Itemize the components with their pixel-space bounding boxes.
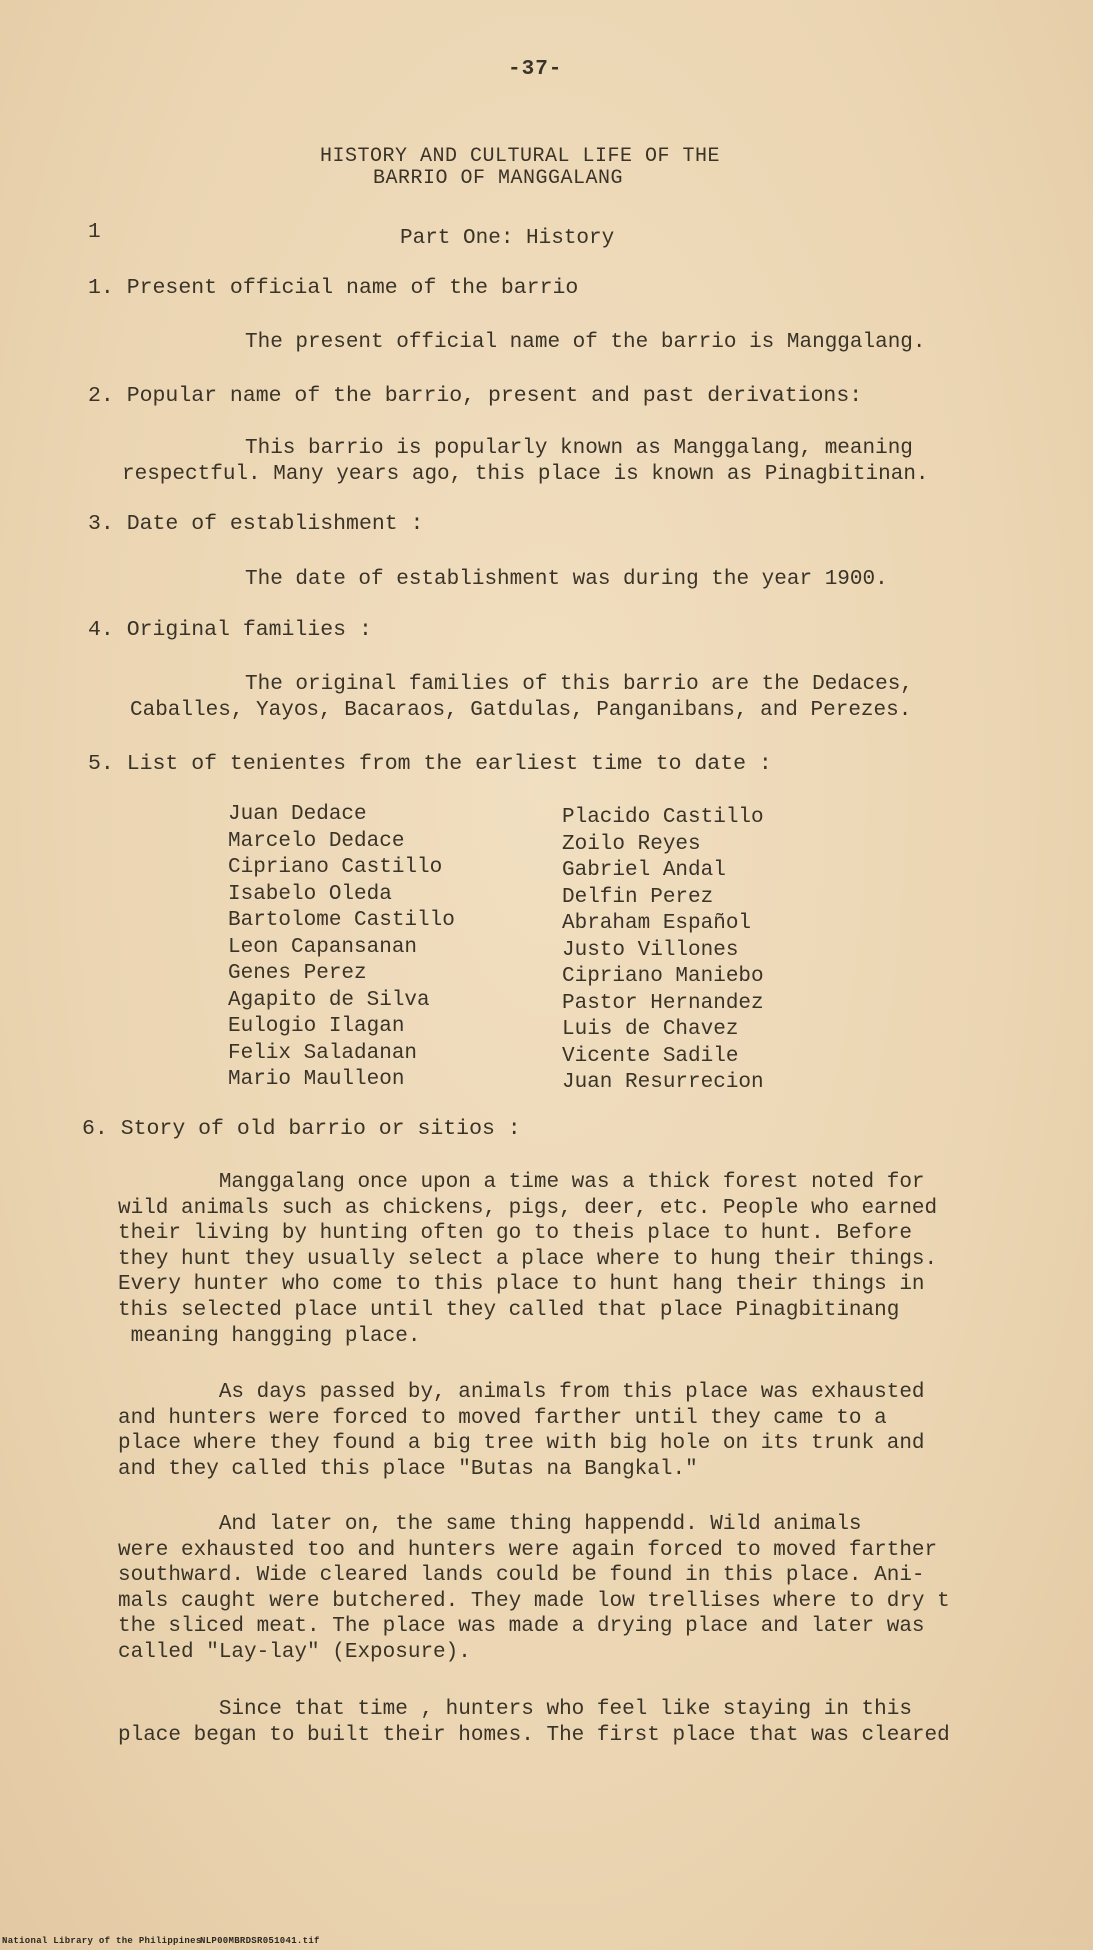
teniente-name: Juan Dedace: [228, 803, 367, 826]
section-6-heading: 6. Story of old barrio or sitios :: [82, 1117, 521, 1141]
section-4-body-line-2: Caballes, Yayos, Bacaraos, Gatdulas, Panganibans, and Perezes.: [130, 699, 912, 722]
teniente-name: Cipriano Castillo: [228, 856, 443, 879]
part-title: Part One: History: [400, 227, 615, 250]
teniente-name: Juan Resurrecion: [562, 1071, 764, 1094]
teniente-name: Cipriano Maniebo: [562, 965, 764, 988]
tenientes-right-column: [562, 805, 764, 1097]
teniente-name: Bartolome Castillo: [228, 909, 455, 932]
section-2-heading: 2. Popular name of the barrio, present and past derivations:: [88, 384, 863, 408]
teniente-name: Isabelo Oleda: [228, 882, 392, 906]
section-1-body: The present official name of the barrio is Manggalang.: [245, 331, 926, 354]
teniente-name: Mario Maulleon: [228, 1068, 405, 1091]
teniente-name: Genes Perez: [228, 962, 367, 985]
teniente-name: Delfin Perez: [562, 885, 714, 909]
footer-library: National Library of the Philippines: [2, 1936, 202, 1946]
teniente-name: Agapito de Silva: [228, 988, 430, 1012]
story-paragraph-2: As days passed by, animals from this place was exhausted and hunters were forced to moved farther until they came to a place where they found a big tree with big hole on its trunk and and they called this place "Butas na Bangkal.": [118, 1381, 925, 1481]
teniente-name: Zoilo Reyes: [562, 832, 701, 856]
footer-file: NLP00MBRDSR051041.tif: [200, 1936, 320, 1946]
tenientes-left-column: [228, 802, 455, 1094]
story-paragraph-1: Manggalang once upon a time was a thick forest noted for wild animals such as chickens, pigs, deer, etc. People who earned their living by hunting often go to theis place to hunt. Before they hunt they usually select a place where to hung their things. Every hunter who come to this place to hunt hang their things in this selected place until they called that place Pinagbitinang meaning hangging place.: [118, 1171, 938, 1348]
section-3-heading: 3. Date of establishment :: [88, 512, 424, 536]
page-number: -37-: [508, 58, 563, 81]
story-paragraph-3: And later on, the same thing happendd. Wild animals were exhausted too and hunters were again forced to moved farther southward. Wide cleared lands could be found in this place. Ani- mals caught were butchered. They made low trellises where to dry t the sliced meat. The place was made a drying place and later was called "Lay-lay" (Exposure).: [118, 1513, 950, 1664]
teniente-name: Eulogio Ilagan: [228, 1015, 405, 1038]
teniente-name: Placido Castillo: [562, 806, 764, 829]
section-3-body: The date of establishment was during the year 1900.: [245, 568, 888, 591]
margin-mark: 1: [88, 221, 101, 244]
section-2-body-line-2: respectful. Many years ago, this place is known as Pinagbitinan.: [122, 463, 929, 486]
teniente-name: Pastor Hernandez: [562, 991, 764, 1015]
section-4-heading: 4. Original families :: [88, 618, 372, 642]
teniente-name: Abraham Español: [562, 912, 752, 935]
section-1-heading: 1. Present official name of the barrio: [88, 276, 579, 300]
teniente-name: Justo Villones: [562, 938, 739, 962]
teniente-name: Leon Capansanan: [228, 935, 418, 959]
teniente-name: Vicente Sadile: [562, 1044, 739, 1068]
title-line-1: HISTORY AND CULTURAL LIFE OF THE: [320, 145, 721, 168]
section-2-body-line-1: This barrio is popularly known as Manggalang, meaning: [245, 437, 913, 460]
teniente-name: Felix Saladanan: [228, 1041, 418, 1065]
teniente-name: Gabriel Andal: [562, 859, 726, 882]
story-paragraph-4: Since that time , hunters who feel like staying in this place began to built their homes. The first place that was cleared: [118, 1698, 950, 1747]
teniente-name: Luis de Chavez: [562, 1018, 739, 1041]
section-5-heading: 5. List of tenientes from the earliest time to date :: [88, 752, 772, 776]
title-line-2: BARRIO OF MANGGALANG: [373, 167, 624, 190]
section-4-body-line-1: The original families of this barrio are the Dedaces,: [245, 673, 913, 696]
teniente-name: Marcelo Dedace: [228, 829, 405, 853]
